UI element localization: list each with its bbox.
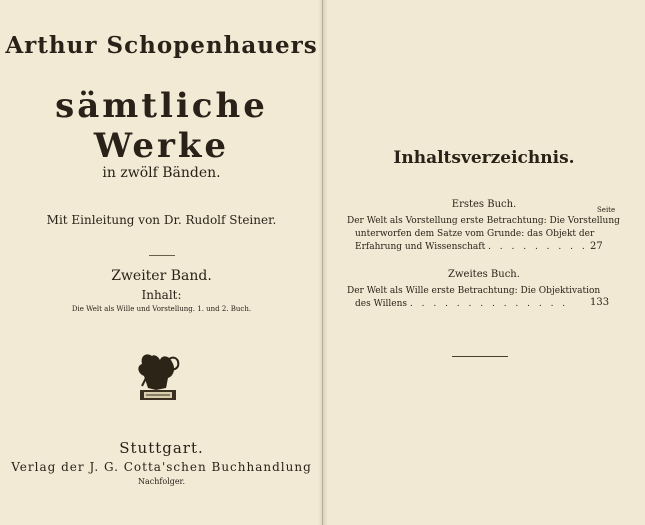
- volume-count: in zwölf Bänden.: [102, 165, 221, 181]
- contents-page: [323, 0, 645, 525]
- toc-entry-line: [355, 298, 617, 311]
- contents-text: Die Welt als Wille und Vorstellung. 1. und 2. Buch.: [71, 305, 252, 313]
- leader-dots: . . . . . . . . .: [488, 242, 588, 252]
- introduction-credit: Mit Einleitung von Dr. Rudolf Steiner.: [46, 213, 277, 227]
- contents-title: Inhaltsverzeichnis.: [393, 148, 575, 168]
- toc-entry-line: Der Welt als Vorstellung erste Betrachtung: Die Vorstellung: [347, 216, 620, 226]
- leader-dots: . . . . . . . . . . . . . .: [409, 299, 569, 309]
- page-column-label: Seite: [597, 206, 616, 214]
- place-of-publication: Stuttgart.: [119, 439, 204, 457]
- toc-entry-line: [355, 241, 617, 254]
- book-heading: Erstes Buch.: [451, 199, 517, 210]
- contents-label: Inhalt:: [141, 288, 182, 302]
- author-name: Arthur Schopenhauers: [5, 32, 318, 59]
- toc-entry-line: unterworfen dem Satze vom Grunde: das Objekt der: [355, 229, 595, 239]
- divider: [452, 356, 508, 357]
- book-heading: Zweites Buch.: [448, 269, 520, 280]
- griffin-emblem-icon: [132, 348, 184, 404]
- page-number: 133: [590, 297, 610, 308]
- publisher-name: Verlag der J. G. Cotta'schen Buchhandlung: [11, 460, 312, 474]
- page-number: 27: [590, 241, 603, 252]
- volume-label: Zweiter Band.: [111, 268, 212, 284]
- toc-entry-text: Erfahrung und Wissenschaft: [355, 242, 486, 252]
- toc-entry-line: Der Welt als Wille erste Betrachtung: Die Objektivation: [347, 286, 601, 296]
- publisher-note: Nachfolger.: [137, 477, 186, 486]
- divider: [0, 245, 323, 264]
- work-title: sämtliche Werke: [55, 86, 268, 166]
- toc-entry-text: des Willens: [355, 299, 408, 309]
